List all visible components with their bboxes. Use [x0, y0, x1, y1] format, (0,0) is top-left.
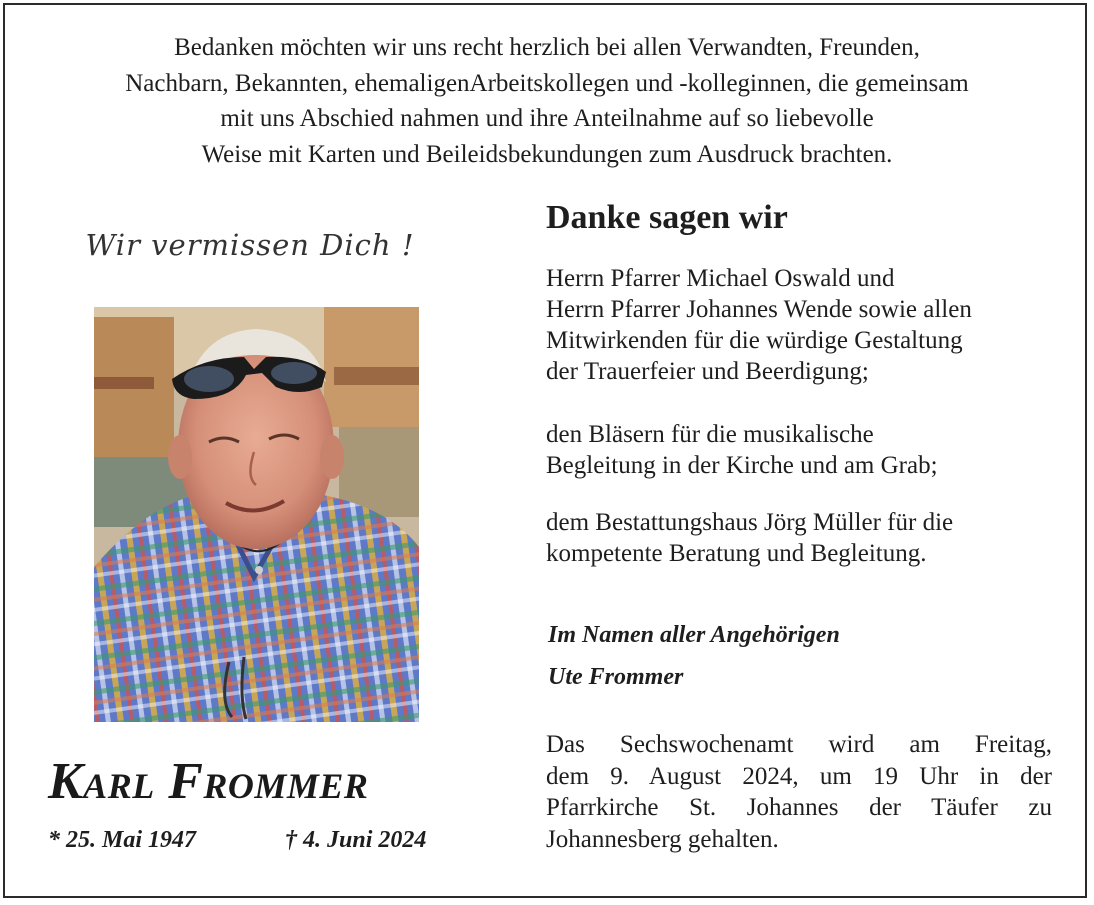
thanks-paragraph: [546, 419, 1061, 481]
notice-line: Das Sechswochenamt wird am Freitag,: [546, 731, 1052, 758]
thanks-line: dem Bestattungshaus Jörg Müller für die: [546, 509, 954, 536]
intro-line: Weise mit Karten und Beileidsbekundungen zum Ausdruck brachten.: [201, 140, 893, 168]
thanks-line: Begleitung in der Kirche und am Grab;: [546, 452, 938, 479]
signature-line: Im Namen aller Angehörigen: [548, 622, 840, 648]
intro-line: mit uns Abschied nahmen und ihre Anteilnahme auf so liebevolle: [220, 105, 874, 132]
intro-line: Bedanken möchten wir uns recht herzlich bei allen Verwandten, Freunden,: [174, 34, 920, 61]
portrait-photo: [94, 307, 419, 722]
notice-line: Johannesberg gehalten.: [546, 825, 779, 853]
thanks-line: der Trauerfeier und Beerdigung;: [546, 358, 869, 385]
thanks-paragraph: [546, 507, 1061, 569]
thanks-line: Mitwirkenden für die würdige Gestaltung: [546, 327, 963, 354]
signature-name: Ute Frommer: [548, 664, 684, 690]
thanks-line: Herrn Pfarrer Johannes Wende sowie allen: [546, 296, 972, 323]
intro-line: Nachbarn, Bekannten, ehemaligenArbeitskollegen und -kolleginnen, die gemeinsam: [125, 69, 969, 97]
birth-date: * 25. Mai 1947: [48, 827, 197, 853]
thanks-heading: Danke sagen wir: [546, 199, 788, 236]
death-date: † 4. Juni 2024: [285, 827, 427, 853]
notice-line: Pfarrkirche St. Johannes der Täufer zu: [546, 794, 1052, 821]
thanks-line: kompetente Beratung und Begleitung.: [546, 540, 927, 567]
thanks-line: den Bläsern für die musikalische: [546, 421, 874, 448]
notice-line: dem 9. August 2024, um 19 Uhr in der: [546, 762, 1052, 790]
intro-text: [20, 30, 1074, 172]
thanks-paragraph: [546, 263, 1061, 387]
tagline: Wir vermissen Dich !: [85, 228, 415, 262]
mass-notice: [546, 729, 1052, 855]
deceased-name: Karl Frommer: [48, 753, 369, 810]
thanks-line: Herrn Pfarrer Michael Oswald und: [546, 265, 895, 292]
